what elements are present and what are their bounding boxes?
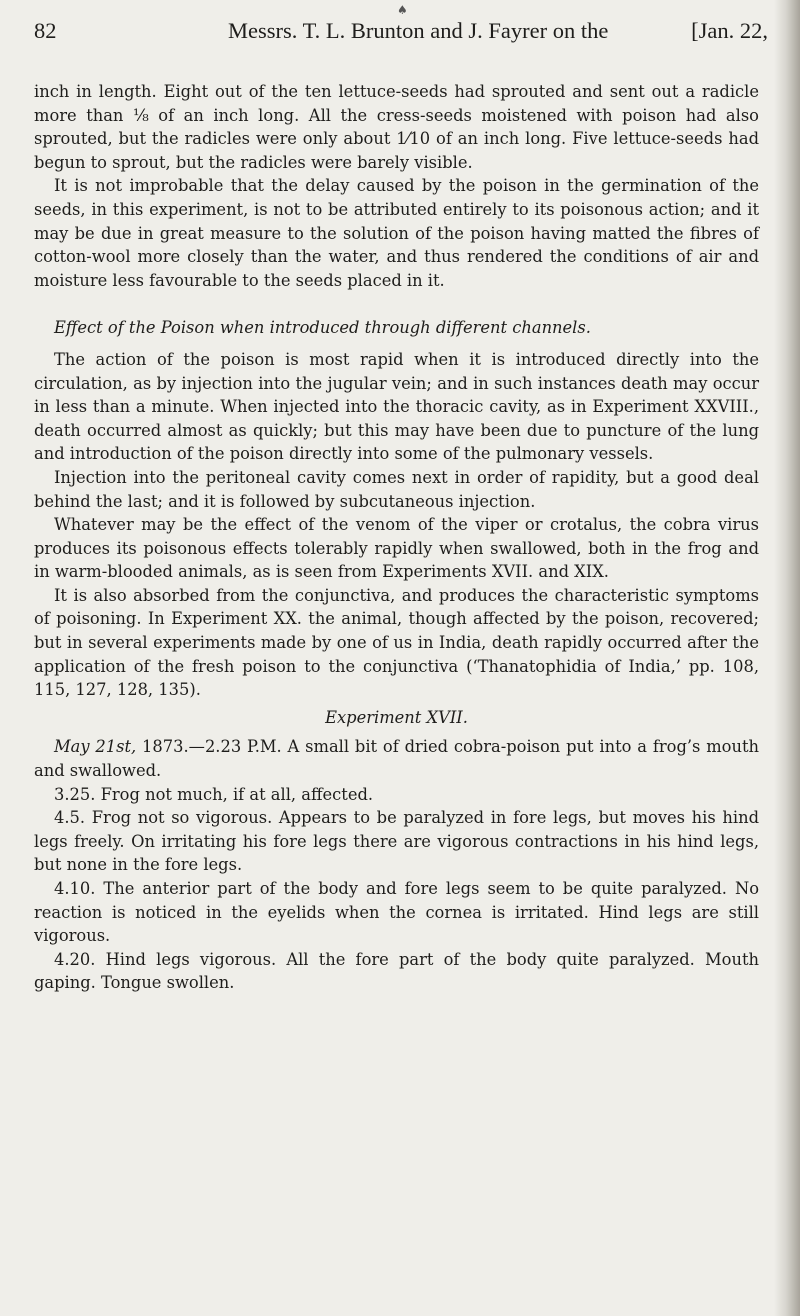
printer-mark: ♠ xyxy=(397,3,408,17)
experiment-heading: Experiment XVII. xyxy=(325,707,468,727)
experiment-entry-text: 1873.—2.23 P.M. A small bit of dried cobra-poison put into a frog’s mouth and swallowed. xyxy=(34,737,759,781)
paragraph-swallowed: Whatever may be the effect of the venom of the viper or crotalus, the cobra virus produces its poisonous effects tolerably rapidly when swallowed, both in the frog and in warm-blooded animals, as is seen from Experiments XVII. and XIX. xyxy=(34,515,759,582)
section-heading: Effect of the Poison when introduced through different channels. xyxy=(54,318,591,338)
paragraph-conjunctiva: It is also absorbed from the conjunctiva, and produces the characteristic symptoms of poisoning. In Experiment XX. the animal, though affected by the poison, recovered; but in several experiments made by one of us in India, death rapidly occurred after the application of the fresh poison to the conjunctiva (‘Thanatophidia of India,’ pp. 108, 115, 127, 128, 135). xyxy=(34,585,759,700)
experiment-entry: 4.20. Hind legs vigorous. All the fore part of the body quite paralyzed. Mouth gaping. Tongue swollen. xyxy=(34,949,759,993)
running-header xyxy=(34,14,768,48)
header-date: [Jan. 22, xyxy=(691,18,768,43)
paragraph-circulation: The action of the poison is most rapid when it is introduced directly into the circulation, as by injection into the jugular vein; and in such instances death may occur in less than a minute. When injected into the thoracic cavity, as in Experiment XXVIII., death occurred almost as quickly; but this may have been due to puncture of the lung and introduction of the poison directly into some of the pulmonary vessels. xyxy=(34,349,759,464)
experiment-entry: 4.10. The anterior part of the body and fore legs seem to be quite paralyzed. No reaction is noticed in the eyelids when the cornea is irritated. Hind legs are still vigorous. xyxy=(34,879,759,946)
page-number: 82 xyxy=(34,18,57,43)
paragraph-delay-discussion: It is not improbable that the delay caused by the poison in the germination of the seeds, in this experiment, is not to be attributed entirely to its poisonous action; and it may be due in great measure to the solution of the poison having matted the fibres of cotton-wool more closely than the water, and thus rendered the conditions of air and moisture less favourable to the seeds placed in it. xyxy=(34,176,759,290)
page-edge-shadow xyxy=(774,0,800,1316)
running-title: Messrs. T. L. Brunton and J. Fayrer on the xyxy=(228,18,609,43)
paragraph-seed-results: inch in length. Eight out of the ten lettuce-seeds had sprouted and sent out a radicle more than ⅛ of an inch long. All the cress-seeds moistened with poison had also sprouted, but the radicles were only about 1⁄10 of an inch long. Five lettuce-seeds had begun to sprout, but the radicles were barely visible. xyxy=(34,82,759,172)
experiment-entry: 4.5. Frog not so vigorous. Appears to be paralyzed in fore legs, but moves his hind legs freely. On irritating his fore legs there are vigorous contractions in his hind legs, but none in the fore legs. xyxy=(34,808,759,875)
experiment-entry: 3.25. Frog not much, if at all, affected. xyxy=(54,784,374,804)
experiment-date: May 21st, xyxy=(54,737,137,757)
paragraph-peritoneal: Injection into the peritoneal cavity comes next in order of rapidity, but a good deal behind the last; and it is followed by subcutaneous injection. xyxy=(34,467,759,511)
body-text xyxy=(34,80,759,995)
experiment-entry xyxy=(34,735,759,782)
